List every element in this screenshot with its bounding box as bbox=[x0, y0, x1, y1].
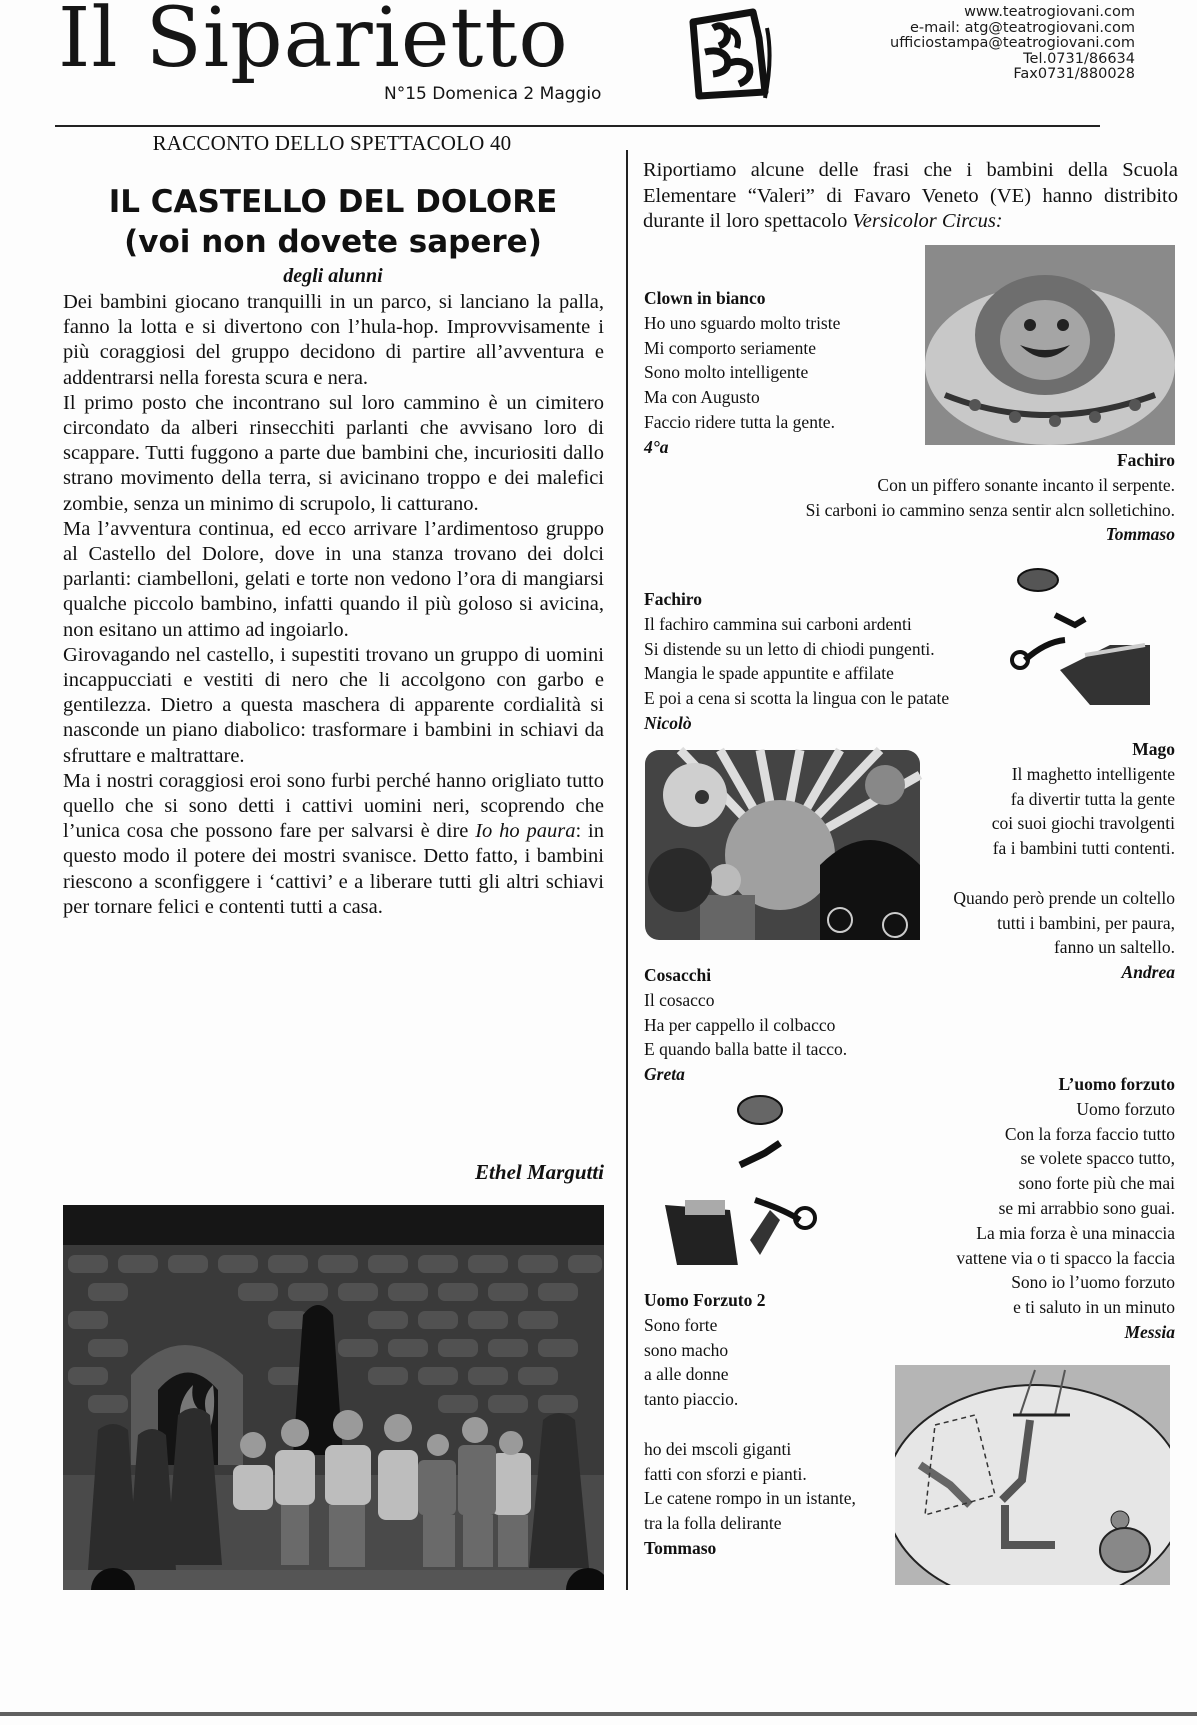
poem-line: Ho uno sguardo molto triste bbox=[644, 312, 841, 333]
stage-photo bbox=[63, 1205, 604, 1590]
newspaper-title: Il Sipari​etto bbox=[58, 0, 569, 86]
poem-signature: Andrea bbox=[1121, 962, 1175, 983]
poem-line: sono forte più che mai bbox=[1018, 1173, 1175, 1194]
poem-line: Mangia le spade appuntite e affilate bbox=[644, 663, 894, 684]
poem-line: Con un piffero sonante incanto il serpente. bbox=[877, 474, 1175, 495]
poem-line: sono macho bbox=[644, 1339, 729, 1360]
circus-collage-image bbox=[640, 745, 925, 945]
poem-cosacchi bbox=[644, 963, 847, 1087]
poem-signature: Messia bbox=[1124, 1321, 1175, 1342]
poem-line: tanto piaccio. bbox=[644, 1389, 739, 1410]
poem-line: Il maghetto intelligente bbox=[1011, 763, 1175, 784]
circus-collage-icon bbox=[640, 745, 925, 945]
article-title-line1: IL CASTELLO DEL DOLORE bbox=[108, 184, 558, 220]
poem-line: se mi arrabbio sono guai. bbox=[998, 1197, 1175, 1218]
poem-line: coi suoi giochi travolgenti bbox=[991, 813, 1175, 834]
website-link[interactable]: www.teatrogiovani.com bbox=[964, 4, 1135, 20]
poem-line: Ha per cappello il colbacco bbox=[644, 1014, 836, 1035]
poem-fachiro-nicolo bbox=[644, 587, 949, 736]
poem-title: Uomo Forzuto 2 bbox=[644, 1290, 766, 1310]
juggler-illustration bbox=[1000, 565, 1170, 705]
poem-line: Si distende su un letto di chiodi pungenti. bbox=[644, 638, 935, 659]
poem-line: fatti con sforzi e pianti. bbox=[644, 1463, 807, 1484]
poem-line: Faccio ridere tutta la gente. bbox=[644, 411, 835, 432]
trapeze-illustration bbox=[895, 1365, 1170, 1585]
poem-line: Uomo forzuto bbox=[1076, 1098, 1175, 1119]
email-link[interactable]: e-mail: atg@teatrogiovani.com bbox=[909, 19, 1135, 36]
poem-line: ho dei mscoli giganti bbox=[644, 1438, 792, 1459]
poem-line: fa divertir tutta la gente bbox=[1010, 788, 1175, 809]
intro-paragraph bbox=[643, 158, 1178, 235]
contact-block bbox=[890, 5, 1135, 83]
lion-illustration bbox=[925, 245, 1175, 445]
poem-line: Le catene rompo in un istante, bbox=[644, 1488, 856, 1509]
poem-line: Mi comporto seriamente bbox=[644, 337, 817, 358]
poem-title: L’uomo forzuto bbox=[1058, 1074, 1175, 1094]
theatre-logo-icon bbox=[683, 8, 773, 100]
trapeze-artists-drawing-icon bbox=[895, 1365, 1170, 1585]
poem-title: Clown in bianco bbox=[644, 288, 766, 308]
poem-line: a alle donne bbox=[644, 1364, 729, 1385]
paragraph-text: : in questo modo il potere dei mostri svanisce. Detto fatto, i bambini riescono a sconfiggere i ‘cattivi’ e a liberare tutti gli altri schiavi per tornare felici e contenti tutti a casa. bbox=[63, 820, 604, 918]
poem-line: tutti i bambini, per paura, bbox=[997, 912, 1175, 933]
poem-line: Sono forte bbox=[644, 1314, 718, 1335]
poem-signature: Tommaso bbox=[644, 1537, 717, 1558]
poem-title: Fachiro bbox=[1116, 450, 1175, 470]
poem-line: Ma con Augusto bbox=[644, 387, 760, 408]
intro-text: Riportiamo alcune delle frasi che i bambini della Scuola Elementare “Valeri” di Favaro Veneto (VE) hanno distribito durante il loro spettacolo bbox=[643, 159, 1178, 232]
poem-line: E poi a cena si scotta la lingua con le patate bbox=[644, 688, 950, 709]
fax-number: Fax0731/880028 bbox=[1013, 66, 1135, 82]
poem-line: Con la forza faccio tutto bbox=[1004, 1123, 1175, 1144]
poem-line: fa i bambini tutti contenti. bbox=[992, 838, 1175, 859]
article-paragraph: Girovagando nel castello, i supestiti trovano un gruppo di uomini incappucciati e vestiti di nero che li accolgono con garbo e gentilezza. Dietro a questa maschera di apparente cordialità si nasconde un piano diabolico: trasformare i bambini in schiavi da sfruttare e maltrattare. bbox=[63, 643, 604, 767]
poem-line: La mia forza è una minaccia bbox=[976, 1222, 1175, 1243]
poem-line: vattene via o ti spacco la faccia bbox=[956, 1247, 1175, 1268]
article-paragraph: Ma l’avventura continua, ed ecco arrivare l’ardimentoso gruppo al Castello del Dolore, dove in una stanza trovano dei dolci parlanti: ciambelloni, gelati e torte non vedono l’ora di mangiarsi qualche piccolo bambino, infatti quando il più goloso si avicina, non esitano un attimo ad ingoiarlo. bbox=[63, 517, 604, 641]
article-paragraph bbox=[63, 769, 604, 920]
roaring-lion-drawing-icon bbox=[925, 245, 1175, 445]
juggler-clown-drawing-icon bbox=[1000, 565, 1170, 705]
show-title: Versicolor Circus: bbox=[852, 210, 1003, 232]
article-author: Ethel Margutti bbox=[475, 1160, 604, 1184]
poem-line: Il cosacco bbox=[644, 989, 715, 1010]
paragraph-emphasis: Io ho paura bbox=[475, 820, 576, 843]
poem-fachiro-tommaso bbox=[806, 448, 1175, 547]
article-subtitle: (voi non dovete sapere) bbox=[124, 224, 542, 260]
page-bottom-edge bbox=[0, 1712, 1197, 1716]
poem-line: Sono io l’uomo forzuto bbox=[1011, 1272, 1175, 1293]
juggler-clown-drawing-icon bbox=[640, 1080, 855, 1265]
juggler-illustration-2 bbox=[640, 1080, 855, 1265]
article-title bbox=[58, 182, 608, 262]
poem-signature: Tommaso bbox=[1105, 524, 1175, 545]
poem-line: Il fachiro cammina sui carboni ardenti bbox=[644, 613, 912, 634]
poem-line: e ti saluto in un minuto bbox=[1013, 1297, 1175, 1318]
poem-line: se volete spacco tutto, bbox=[1020, 1148, 1175, 1169]
column-divider bbox=[626, 150, 628, 1590]
header-divider bbox=[55, 125, 1100, 127]
issue-info: N°15 Domenica 2 Maggio bbox=[384, 84, 602, 104]
poem-uomo-forzuto-2 bbox=[644, 1288, 856, 1561]
poem-line: tra la folla delirante bbox=[644, 1513, 782, 1534]
article-byline: degli alunni bbox=[283, 265, 383, 287]
poem-title: Mago bbox=[1132, 739, 1175, 759]
poem-title: Cosacchi bbox=[644, 965, 712, 985]
poem-signature: Nicolò bbox=[644, 712, 692, 733]
poem-uomo-forzuto bbox=[956, 1072, 1175, 1345]
poem-line: Quando però prende un coltello bbox=[953, 887, 1175, 908]
poem-line: E quando balla batte il tacco. bbox=[644, 1039, 848, 1060]
poem-signature: 4°a bbox=[644, 436, 669, 457]
poem-line: Sono molto intelligente bbox=[644, 362, 809, 383]
phone-number: Tel.0731/86634 bbox=[1023, 50, 1135, 67]
poem-mago bbox=[953, 737, 1175, 985]
poem-signature: Greta bbox=[644, 1064, 685, 1085]
article-paragraph: Il primo posto che incontrano sul loro cammino è un cimitero circondato da alberi rinsecchiti parlanti che avvisano loro di scappare. Tutti fuggono a parte due bambini che, incuriositi dallo strano movimento della terra, si avicinano troppo e dei malefici zombie, senza un minimo di scrupolo, li catturano. bbox=[63, 391, 604, 515]
article-paragraph: Dei bambini giocano tranquilli in un parco, si lanciano la palla, fanno la lotta e si divertono con l’hula-hop. Improvvisamente i più coraggiosi del gruppo decidono di partire all’avventura e addentrarsi nella foresta scura e nera. bbox=[63, 291, 604, 389]
poem-clown-in-bianco bbox=[644, 286, 840, 460]
stage-performance-photo-icon bbox=[63, 1205, 604, 1590]
article-body bbox=[63, 290, 604, 920]
poem-line: fanno un saltello. bbox=[1053, 937, 1175, 958]
section-label: RACCONTO DELLO SPETTACOLO 40 bbox=[152, 131, 512, 155]
poem-title: Fachiro bbox=[644, 589, 703, 609]
paragraph-text: Ma i nostri coraggiosi eroi sono furbi perché hanno origliato tutto quello che si sono detti i cattivi uomini neri, scoprendo che l’unica cosa che possono fare per salvarsi è dire bbox=[63, 769, 604, 843]
press-email-link[interactable]: ufficiostampa@teatrogiovani.com bbox=[890, 35, 1135, 51]
poem-line: Si carboni io cammino senza sentir alcn solletichino. bbox=[805, 499, 1175, 520]
